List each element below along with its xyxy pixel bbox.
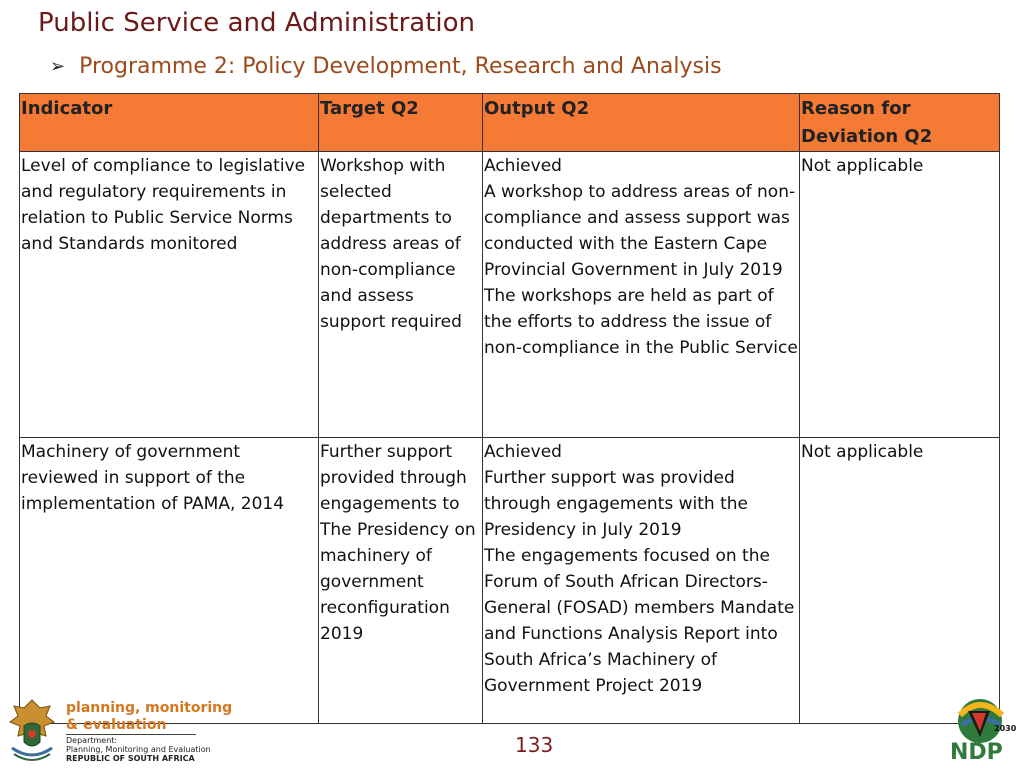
cell-reason: Not applicable — [800, 438, 1000, 724]
table-row — [20, 152, 1000, 438]
ndp-text: NDP — [950, 740, 1003, 765]
output-status: Achieved — [484, 442, 562, 462]
header-indicator: Indicator — [20, 94, 319, 152]
dpme-logo — [4, 696, 233, 766]
page-number: 133 — [515, 733, 554, 757]
output-note: The workshops are held as part of the efforts to address the issue of non-compliance in the Public Service — [484, 286, 798, 358]
output-status: Achieved — [484, 156, 562, 176]
subtitle-text: Programme 2: Policy Development, Research and Analysis — [79, 54, 722, 79]
table-header-row — [20, 94, 1000, 152]
cell-output — [483, 438, 800, 724]
coat-of-arms-icon — [4, 696, 60, 764]
indicator-table — [19, 93, 1000, 724]
output-detail: A workshop to address areas of non-compliance and assess support was conducted with the Eastern Cape Provincial Government in July 2019 — [484, 182, 796, 280]
arrow-bullet-icon: ➢ — [50, 56, 66, 77]
dept-label: Department: — [66, 736, 118, 745]
header-reason: Reason for Deviation Q2 — [800, 94, 1000, 152]
ndp-2030-icon — [946, 697, 1017, 765]
table-row — [20, 438, 1000, 724]
logo-divider — [66, 734, 196, 735]
header-target: Target Q2 — [319, 94, 483, 152]
logo-text-line2: & evaluation — [66, 717, 167, 733]
output-note: The engagements focused on the Forum of South African Directors-General (FOSAD) members Mandate and Functions Analysis Report into South Africa’s Machinery of Government Project 2019 — [484, 546, 795, 696]
department-label — [66, 736, 211, 763]
cell-output — [483, 152, 800, 438]
ndp-logo — [946, 697, 1017, 765]
country-name: REPUBLIC OF SOUTH AFRICA — [66, 754, 195, 763]
header-output: Output Q2 — [483, 94, 800, 152]
cell-indicator: Machinery of government reviewed in support of the implementation of PAMA, 2014 — [20, 438, 319, 724]
ndp-year: 2030 — [994, 724, 1017, 733]
output-detail: Further support was provided through engagements with the Presidency in July 2019 — [484, 468, 748, 540]
page-title: Public Service and Administration — [38, 8, 475, 38]
page-subtitle — [50, 54, 722, 79]
logo-text-line1: planning, monitoring — [66, 700, 233, 716]
cell-target: Workshop with selected departments to address areas of non-compliance and assess support required — [319, 152, 483, 438]
cell-reason: Not applicable — [800, 152, 1000, 438]
cell-target: Further support provided through engagements to The Presidency on machinery of government reconfiguration 2019 — [319, 438, 483, 724]
dept-name: Planning, Monitoring and Evaluation — [66, 745, 211, 754]
cell-indicator: Level of compliance to legislative and regulatory requirements in relation to Public Service Norms and Standards monitored — [20, 152, 319, 438]
